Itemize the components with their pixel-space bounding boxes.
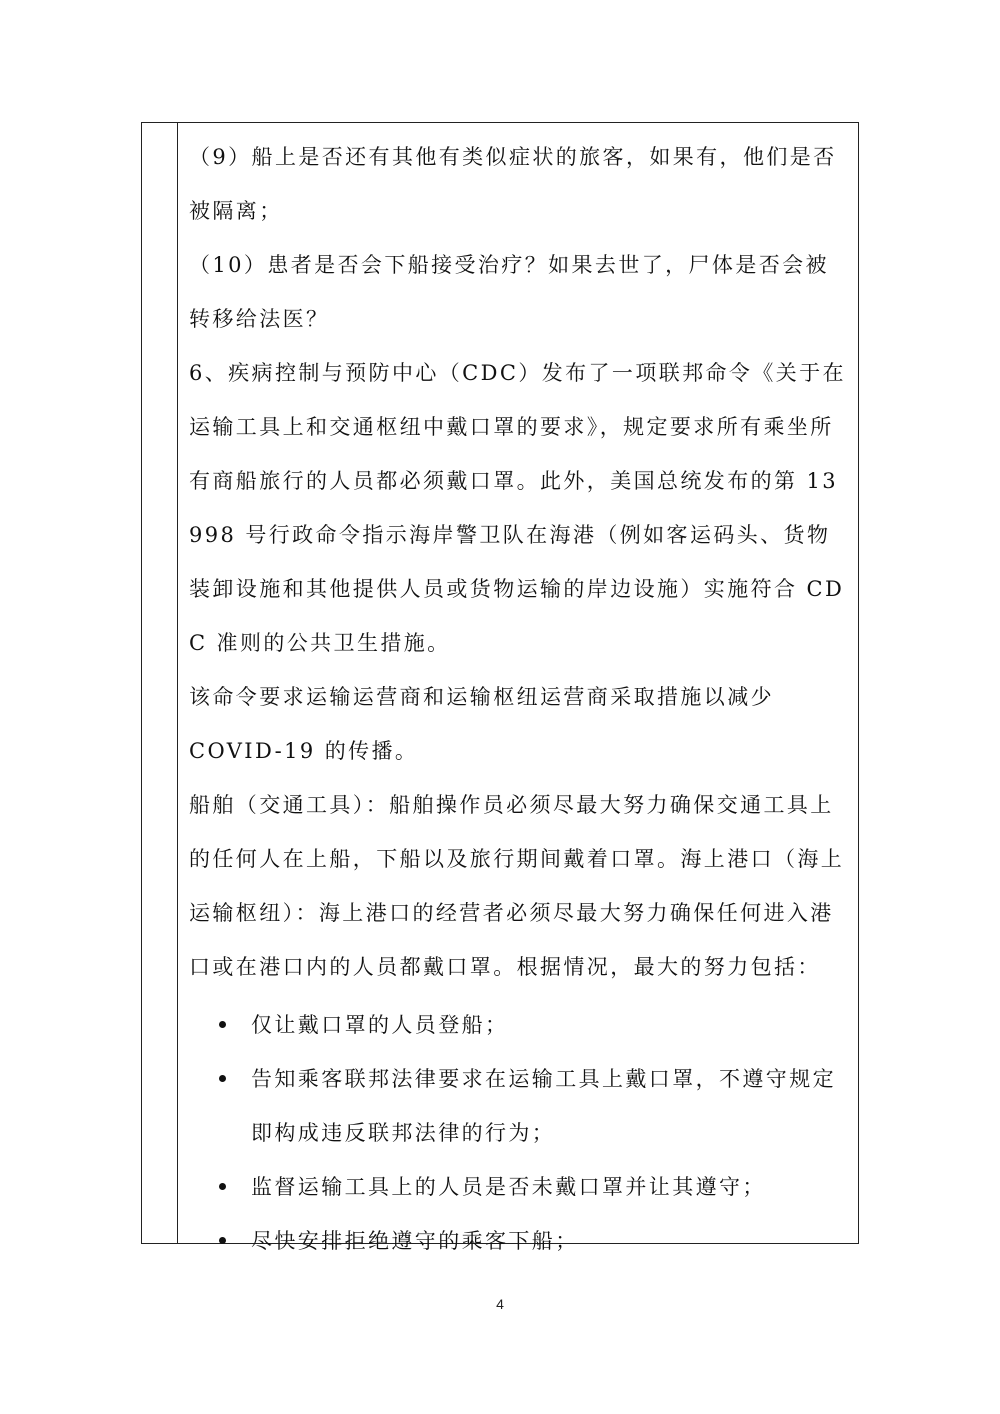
order-requirement-line-2: COVID-19 的传播。 bbox=[189, 739, 419, 763]
list-item bbox=[189, 1214, 849, 1268]
table-column-divider bbox=[177, 122, 178, 1244]
cdc-order-paragraph: 6、疾病控制与预防中心（CDC）发布了一项联邦命令《关于在运输工具上和交通枢纽中戴口罩的要求》，规定要求所有乘坐所有商船旅行的人员都必须戴口罩。此外，美国总统发布的第 13998 号行政命令指示海岸警卫队在海港（例如客运码头、货物装卸设施和其他提供人员或货物运输的岸边设施）实施符合 CDC 准则的公共卫生措施。 bbox=[189, 361, 846, 655]
list-item bbox=[189, 998, 849, 1052]
list-item-text: 仅让戴口罩的人员登船； bbox=[251, 1013, 509, 1037]
list-item-text: 告知乘客联邦法律要求在运输工具上戴口罩，不遵守规定即构成违反联邦法律的行为； bbox=[251, 1067, 836, 1145]
bullet-dot-icon bbox=[219, 1075, 226, 1082]
bullet-dot-icon bbox=[219, 1237, 226, 1244]
list-item-text: 监督运输工具上的人员是否未戴口罩并让其遵守； bbox=[251, 1175, 766, 1199]
item-10-paragraph: （10）患者是否会下船接受治疗？如果去世了，尸体是否会被转移给法医？ bbox=[189, 253, 829, 331]
list-item bbox=[189, 1160, 849, 1214]
best-efforts-list bbox=[189, 998, 849, 1268]
page-number: 4 bbox=[496, 1296, 504, 1312]
vessels-ports-paragraph: 船舶（交通工具）：船舶操作员必须尽最大努力确保交通工具上的任何人在上船，下船以及旅行期间戴着口罩。海上港口（海上运输枢纽）：海上港口的经营者必须尽最大努力确保任何进入港口或在港口内的人员都戴口罩。根据情况，最大的努力包括： bbox=[189, 793, 845, 979]
bullet-dot-icon bbox=[219, 1183, 226, 1190]
item-9-paragraph: （9）船上是否还有其他有类似症状的旅客，如果有，他们是否被隔离； bbox=[189, 145, 837, 223]
order-requirement-line-1: 该命令要求运输运营商和运输枢纽运营商采取措施以减少 bbox=[189, 685, 774, 709]
list-item-text: 尽快安排拒绝遵守的乘客下船； bbox=[251, 1229, 579, 1253]
bullet-dot-icon bbox=[219, 1021, 226, 1028]
table-cell-content bbox=[189, 130, 849, 1268]
list-item bbox=[189, 1052, 849, 1160]
